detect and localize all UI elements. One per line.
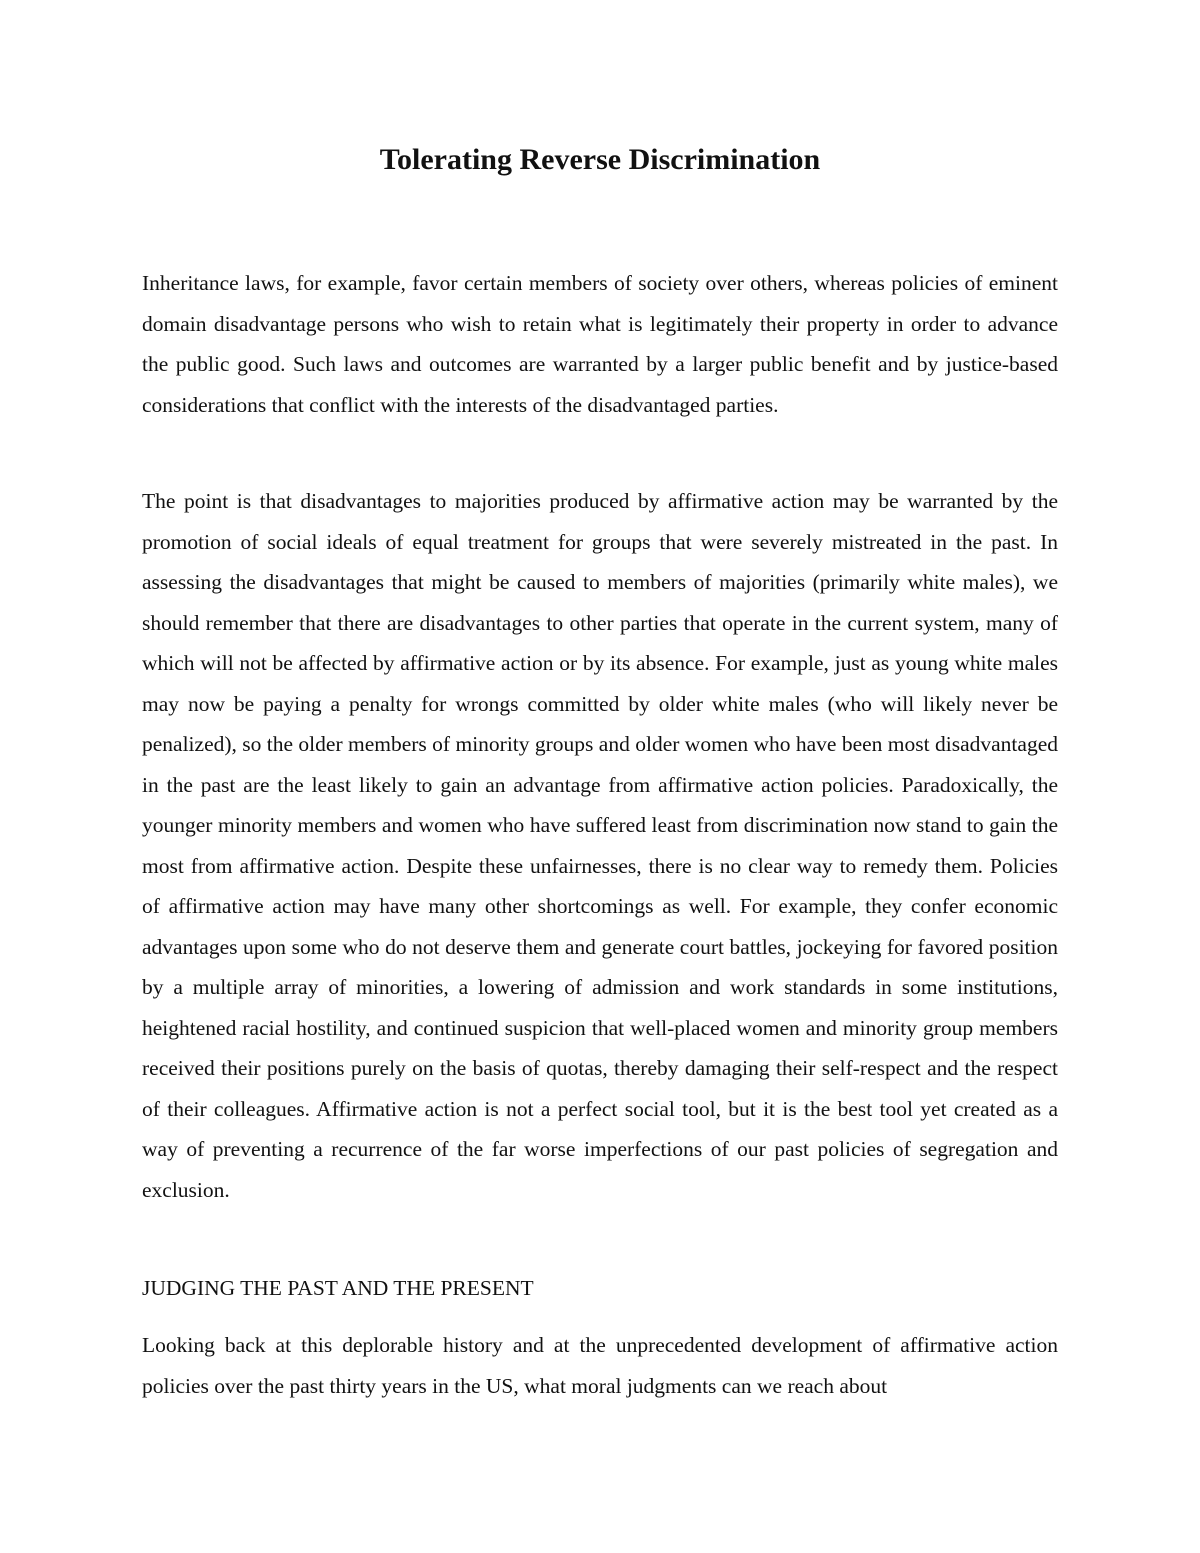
document-title: Tolerating Reverse Discrimination bbox=[379, 143, 821, 176]
paragraph-inheritance-laws: Inheritance laws, for example, favor certain members of society over others, whereas policies of eminent domain disadvantage persons who wish to retain what is legitimately their property in order to advance the public good. Such laws and outcomes are warranted by a larger public benefit and by justice-based considerations that conflict with the interests of the disadvantaged parties. bbox=[142, 271, 1058, 417]
paragraph-affirmative-action: The point is that disadvantages to majorities produced by affirmative action may be warranted by the promotion of social ideals of equal treatment for groups that were severely mistreated in the past. In assessing the disadvantages that might be caused to members of majorities (primarily white males), we should remember that there are disadvantages to other parties that operate in the current system, many of which will not be affected by affirmative action or by its absence. For example, just as young white males may now be paying a penalty for wrongs committed by older white males (who will likely never be penalized), so the older members of minority groups and older women who have been most disadvantaged in the past are the least likely to gain an advantage from affirmative action policies. Paradoxically, the younger minority members and women who have suffered least from discrimination now stand to gain the most from affirmative action. Despite these unfairnesses, there is no clear way to remedy them. Policies of affirmative action may have many other shortcomings as well. For example, they confer economic advantages upon some who do not deserve them and generate court battles, jockeying for favored position by a multiple array of minorities, a lowering of admission and work standards in some institutions, heightened racial hostility, and continued suspicion that well-placed women and minority group members received their positions purely on the basis of quotas, thereby damaging their self-respect and the respect of their colleagues. Affirmative action is not a perfect social tool, but it is the best tool yet created as a way of preventing a recurrence of the far worse imperfections of our past policies of segregation and exclusion. bbox=[142, 489, 1058, 1202]
paragraph-looking-back: Looking back at this deplorable history and at the unprecedented development of affirmative action policies over the past thirty years in the US, what moral judgments can we reach about bbox=[142, 1333, 1058, 1398]
section-heading: JUDGING THE PAST AND THE PRESENT bbox=[142, 1276, 534, 1300]
